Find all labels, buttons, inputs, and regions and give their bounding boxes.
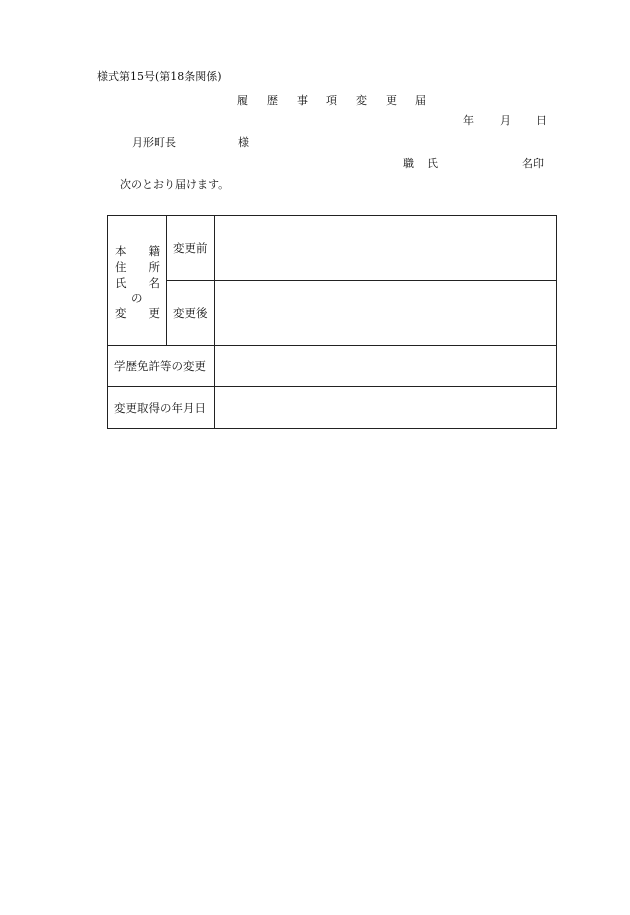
signer-seal: 名印: [522, 157, 544, 170]
title-char: 事: [297, 94, 308, 107]
title-char: 変: [356, 94, 367, 107]
form-number: 様式第15号(第18条関係): [97, 70, 222, 83]
intro-text: 次のとおり届けます。: [120, 178, 230, 191]
after-label-cell: [167, 281, 215, 346]
change-notification-table: [107, 215, 557, 429]
signer-position: 職: [403, 157, 414, 170]
date-day: 日: [536, 114, 547, 127]
title-char: 項: [326, 94, 337, 107]
before-label-cell: [167, 216, 215, 281]
addressee-mayor: 月形町長: [132, 136, 176, 149]
addressee-honorific: 様: [238, 136, 249, 149]
education-value-cell[interactable]: [215, 346, 557, 387]
after-label: 変更後: [173, 306, 208, 320]
change-date-label: 変更取得の年月日: [114, 400, 206, 415]
date-label-cell: [108, 387, 215, 429]
title-char: 更: [386, 94, 397, 107]
change-group-label: 本 籍 住 所 氏 名 の 変 更: [115, 244, 160, 320]
before-value-cell[interactable]: [215, 216, 557, 281]
change-group-cell: [108, 216, 167, 346]
after-value-cell[interactable]: [215, 281, 557, 346]
education-label: 学歴免許等の変更: [114, 359, 206, 373]
education-label-cell: [108, 346, 215, 387]
signer-name: 氏: [427, 157, 438, 170]
title-char: 履: [237, 94, 248, 107]
date-month: 月: [500, 114, 511, 127]
title-char: 届: [415, 94, 426, 107]
before-label: 変更前: [173, 241, 208, 255]
date-year: 年: [463, 114, 474, 127]
change-date-value-cell[interactable]: [215, 387, 557, 429]
title-char: 歴: [267, 94, 278, 107]
